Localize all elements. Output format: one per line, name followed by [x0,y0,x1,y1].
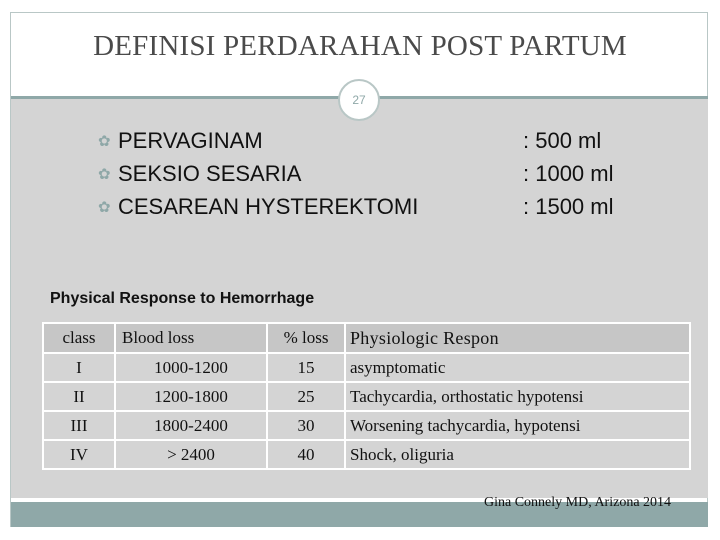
bullet-item [98,190,418,223]
table-row [43,353,690,382]
cell-class: I [43,353,115,382]
header-physiologic-respon: Physiologic Respon [345,323,690,353]
cell-percent-loss: 25 [267,382,345,411]
bullet-amount: : 1500 ml [523,194,614,219]
cell-class: III [43,411,115,440]
cell-percent-loss: 40 [267,440,345,469]
table-row [43,440,690,469]
cell-blood-loss: > 2400 [115,440,267,469]
table-header-row [43,323,690,353]
amount-list [523,124,614,223]
cell-physiologic-respon: Shock, oliguria [345,440,690,469]
cell-percent-loss: 30 [267,411,345,440]
bullet-amount: : 1000 ml [523,161,614,186]
bullet-item [98,157,418,190]
hemorrhage-table [42,322,691,470]
bullet-amount: : 500 ml [523,128,602,153]
cell-physiologic-respon: Tachycardia, orthostatic hypotensi [345,382,690,411]
bullet-icon: ✿ [98,165,111,183]
slide-title: DEFINISI PERDARAHAN POST PARTUM [93,30,627,62]
bullet-icon: ✿ [98,132,111,150]
bullet-label: CESAREAN HYSTEREKTOMI [118,193,419,219]
cell-physiologic-respon: asymptomatic [345,353,690,382]
table-row [43,382,690,411]
page-number: 27 [338,79,380,121]
table-row [43,411,690,440]
cell-blood-loss: 1200-1800 [115,382,267,411]
bullet-item [98,124,418,157]
bullet-list [98,124,418,223]
cell-percent-loss: 15 [267,353,345,382]
header-percent-loss: % loss [267,323,345,353]
bullet-label: PERVAGINAM [118,127,263,153]
cell-class: IV [43,440,115,469]
table-title: Physical Response to Hemorrhage [50,290,315,307]
cell-class: II [43,382,115,411]
bullet-label: SEKSIO SESARIA [118,160,302,186]
cell-physiologic-respon: Worsening tachycardia, hypotensi [345,411,690,440]
cell-blood-loss: 1000-1200 [115,353,267,382]
footer-credit: Gina Connely MD, Arizona 2014 [484,495,672,510]
bullet-icon: ✿ [98,198,111,216]
cell-blood-loss: 1800-2400 [115,411,267,440]
header-blood-loss: Blood loss [115,323,267,353]
header-class: class [43,323,115,353]
